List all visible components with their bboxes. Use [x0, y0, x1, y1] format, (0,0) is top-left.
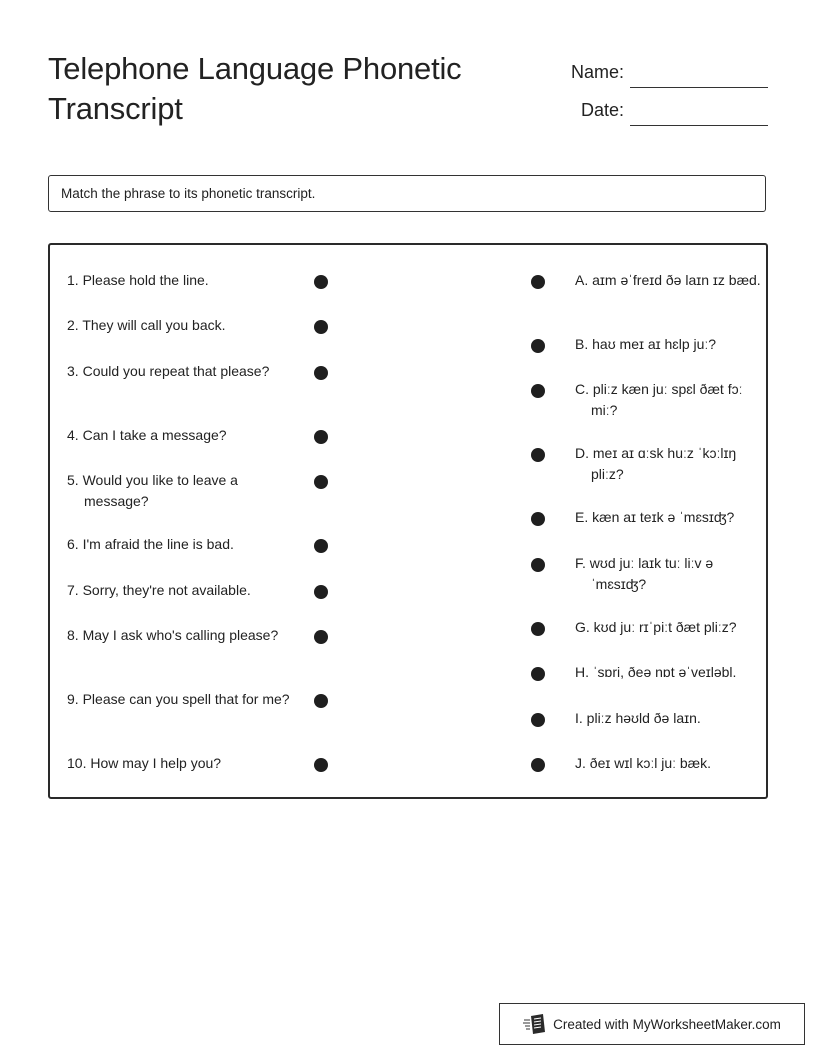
phrase-item — [67, 625, 299, 646]
phrase-text: May I ask who's calling please? — [82, 627, 279, 643]
phrase-text: Can I take a message? — [82, 427, 227, 443]
match-dot-transcript-c[interactable] — [531, 384, 545, 398]
phrase-number: 1. — [67, 272, 79, 288]
transcript-letter: I. — [575, 710, 583, 726]
match-dot-phrase-7[interactable] — [314, 585, 328, 599]
transcript-text: haʊ meɪ aɪ hɛlp juː? — [592, 336, 717, 352]
transcript-item — [575, 708, 771, 729]
transcript-text: ðeɪ wɪl kɔːl juː bæk. — [589, 755, 712, 771]
phrase-text: Please can you spell that for me? — [82, 691, 290, 707]
match-dot-transcript-i[interactable] — [531, 713, 545, 727]
phrase-item — [67, 470, 299, 512]
match-dot-phrase-2[interactable] — [314, 320, 328, 334]
phrase-item — [67, 361, 299, 382]
transcript-letter: H. — [575, 664, 589, 680]
transcript-text: meɪ aɪ ɑːsk huːz ˈkɔːlɪŋ pliːz? — [591, 445, 737, 482]
phrase-text: I'm afraid the line is bad. — [82, 536, 234, 552]
transcript-letter: D. — [575, 445, 589, 461]
match-dot-transcript-e[interactable] — [531, 512, 545, 526]
phrase-number: 4. — [67, 427, 79, 443]
date-field[interactable] — [630, 101, 768, 126]
match-dot-phrase-8[interactable] — [314, 630, 328, 644]
transcript-item — [575, 443, 771, 485]
transcript-item — [575, 753, 771, 774]
phrase-item — [67, 689, 299, 710]
transcript-text: pliːz kæn juː spɛl ðæt fɔː miː? — [591, 381, 743, 418]
phrase-text: They will call you back. — [82, 317, 226, 333]
transcript-text: kʊd juː rɪˈpiːt ðæt pliːz? — [593, 619, 737, 635]
transcript-text: kæn aɪ teɪk ə ˈmɛsɪʤ? — [592, 509, 735, 525]
phrase-text: Would you like to leave a message? — [82, 472, 238, 509]
match-dot-phrase-9[interactable] — [314, 694, 328, 708]
match-dot-phrase-1[interactable] — [314, 275, 328, 289]
phrase-number: 6. — [67, 536, 79, 552]
transcript-letter: B. — [575, 336, 589, 352]
phrase-number: 8. — [67, 627, 79, 643]
footer-credit[interactable] — [499, 1003, 805, 1045]
phrase-number: 7. — [67, 582, 79, 598]
phrase-text: Sorry, they're not available. — [82, 582, 251, 598]
student-info — [538, 50, 768, 126]
match-dot-transcript-g[interactable] — [531, 622, 545, 636]
phrase-item — [67, 425, 299, 446]
transcript-text: pliːz həʊld ðə laɪn. — [586, 710, 701, 726]
phrase-number: 2. — [67, 317, 79, 333]
page-title: Telephone Language Phonetic Transcript — [48, 51, 462, 126]
transcript-letter: G. — [575, 619, 590, 635]
transcript-text: aɪm əˈfreɪd ðə laɪn ɪz bæd. — [592, 272, 761, 288]
phrase-item — [67, 580, 299, 601]
phrase-text: How may I help you? — [90, 755, 222, 771]
name-label: Name: — [570, 62, 624, 82]
match-dot-transcript-j[interactable] — [531, 758, 545, 772]
transcript-text: ˈsɒri, ðeə nɒt əˈveɪləbl. — [592, 664, 737, 680]
transcript-item — [575, 662, 771, 683]
instructions-box — [48, 175, 766, 212]
phrase-number: 10. — [67, 755, 87, 771]
name-field[interactable] — [630, 63, 768, 88]
transcript-item — [575, 334, 771, 355]
match-dot-transcript-a[interactable] — [531, 275, 545, 289]
match-dot-phrase-3[interactable] — [314, 366, 328, 380]
transcript-letter: F. — [575, 555, 586, 571]
instructions-text: Match the phrase to its phonetic transcript. — [61, 186, 316, 201]
transcript-item — [575, 379, 771, 421]
match-dot-phrase-5[interactable] — [314, 475, 328, 489]
match-dot-phrase-4[interactable] — [314, 430, 328, 444]
transcript-letter: C. — [575, 381, 589, 397]
match-dot-phrase-10[interactable] — [314, 758, 328, 772]
phrase-item — [67, 534, 299, 555]
transcript-item — [575, 617, 771, 638]
footer-text: Created with MyWorksheetMaker.com — [553, 1016, 781, 1032]
match-dot-transcript-b[interactable] — [531, 339, 545, 353]
date-label: Date: — [580, 100, 624, 120]
name-row — [538, 50, 768, 88]
phrase-number: 3. — [67, 363, 79, 379]
transcript-item — [575, 270, 771, 291]
phrase-item — [67, 753, 307, 774]
phrase-text: Could you repeat that please? — [82, 363, 270, 379]
transcript-item — [575, 507, 771, 528]
phrase-text: Please hold the line. — [82, 272, 209, 288]
match-dot-transcript-d[interactable] — [531, 448, 545, 462]
phrase-number: 9. — [67, 691, 79, 707]
transcript-letter: A. — [575, 272, 589, 288]
transcript-item — [575, 553, 771, 595]
phrase-item — [67, 270, 299, 291]
match-dot-phrase-6[interactable] — [314, 539, 328, 553]
match-dot-transcript-h[interactable] — [531, 667, 545, 681]
transcript-text: wʊd juː laɪk tuː liːv ə ˈmɛsɪʤ? — [589, 555, 714, 592]
transcript-letter: E. — [575, 509, 589, 525]
phrase-number: 5. — [67, 472, 79, 488]
worksheet-logo-icon — [523, 1013, 547, 1035]
date-row — [538, 88, 768, 126]
matching-exercise — [48, 243, 768, 799]
match-dot-transcript-f[interactable] — [531, 558, 545, 572]
phrase-item — [67, 315, 299, 336]
transcript-letter: J. — [575, 755, 586, 771]
